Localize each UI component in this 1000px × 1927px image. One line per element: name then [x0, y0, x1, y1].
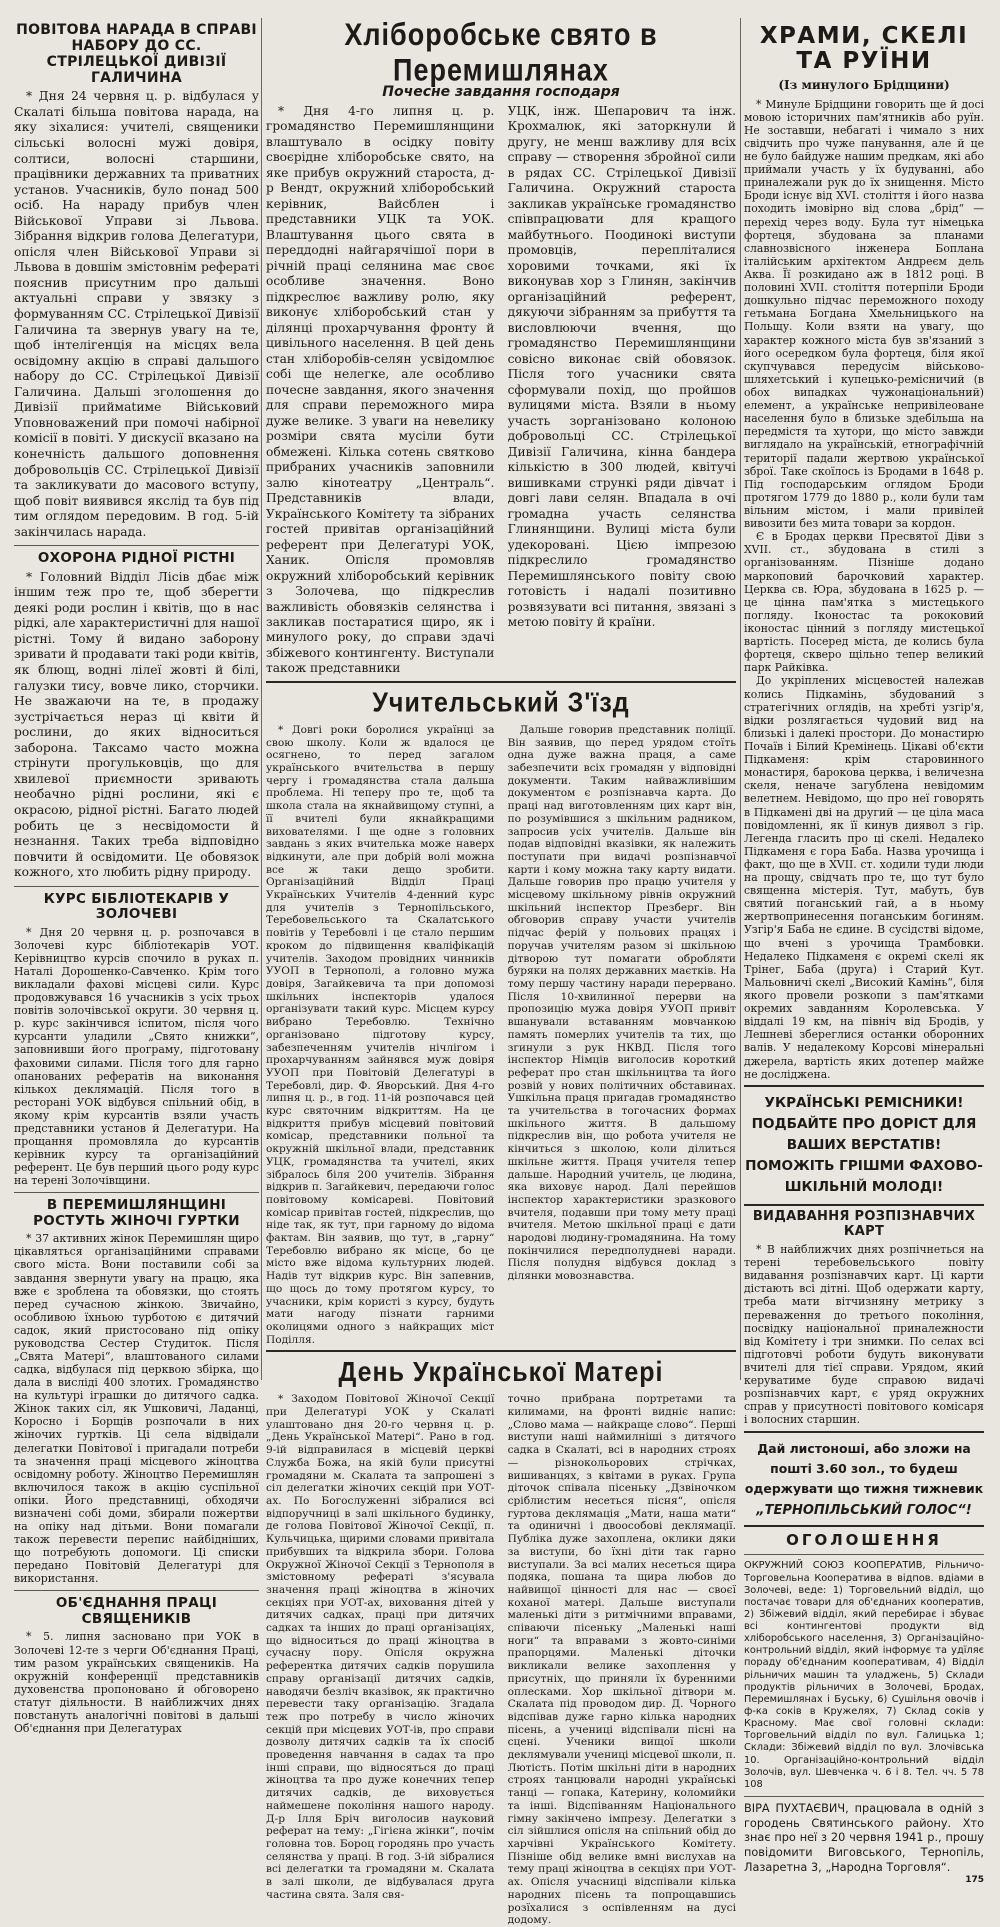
article-title-priests-union: ОБ'ЄДНАННЯ ПРАЦІ СВЯЩЕНИКІВ — [55, 1595, 218, 1627]
article-text-teachers-right: Дальше говорив представник поліції. Він заявив, що перед урядом стоїть одна дуже важна праця, а саме забезпечити всіх громадян у відповідні документи. Таким найважливішим документом є розпізнавча карта. До праці над виготовленням цих карт він, по розумівшися з шкільним радником, запросив усіх учителів. Дальше він подав відповідні вказівки, як належить поступати при видачі розпізнавчої карти і кому можна таку карту видати. Дальше говорив про працю учителя у місцевому шкільному рівнів окружний шкільний інспектор Презберг. Він обговорив справу участи учителів підчас ферій у польових працях і поручав учителям разом зі шкільною дітворою тут помагати обробляти буряки на полях державних маєтків. На тому першу частину наради перервано. Після 10-хвилинної перерви на пропозицію мужа довіря УУОП привіт вшанували вставанням мовчанкою память померлих учителів та тих, що згинули з рук НКВД. Після того інспектор Німців виголосив короткий реферат про стан шкільництва та його розвій у нових політичних обставинах. Ушкільна праця пригадав громадянство та учительства в тогочасних формах шкільного життя. В дальшому підкреслив він, що робота учителя не кінчиться з школою, коли ділиться шкільне життя. Праця учителя тепер дальше. Народний учитель, це людина, яка виховує народ. Далі перейшов інспектор характеристики зразкового вчителя, подавши при тому мету праці вчителя. Метою шкільної праці є дати народові людину-громадянина. На тому покінчилися передполудневі наради. Після полудня відбувся доклад з ділянки мовознавства. — [507, 723, 736, 1283]
article-text-harvest-right: УЦК, інж. Шепарович та інж. Крохмалюк, які заторкнули й другу, не менш важливу для всіх справу — створення збройної сили в рядах СС. Стрілецької Дивізії Галичина. Окружний староста закликав українське громадянство співпрацювати для кращого майбутнього. Поодинокі виступи промовців, перепліталися хоровими точками, які їх виконував хор з Глинян, закінчив організаційний референт, дякуючи зібранням за прибуття та висловлюючи вчення, що громадянство Перемишлянщини совісно виконає свій обовязок. Після того учасники свята сформували похід, що пройшов вулицями міста. Взяли в ньому участь зорганізовано колоною добровольці СС. Стрілецької Дивізії Галичина, кінна бандера кількістю в 300 людей, квітучі вишивками стрункі ряди дівчат і довгі лави селян. Впадала в очі громадна участь селянства Глинянщини. Вулиці міста були удекоровані. Цією імпрезою підкреслило громадянство Перемишлянського повіту свою готовість і надалі позитивно розвязувати всі питання, звязані з метою повіту й країни. — [507, 104, 736, 629]
article-text-recruitment-meeting: * Дня 24 червня ц. р. відбулася у Скалаті більша повітова нарада, на яку зіхалися: учителі, священики сільські волосні мужі довіря, солтиси, волосні старшини, працівники державних та приватних установ. Учасників, було понад 500 осіб. На нараду прибув член Військової Управи зі Львова. Зібрання відкрив голова Делегатури, опісля член Військової Управи зі Львова в довшім змістовнім рефераті пояснив присутним про дальші актуальні справи у звязку з формуванням СС. Стрілецької Дивізії Галичина та звернув увагу на те, щоб інтелігенція на місцях вела освідомну акцію в справі дальшого набору до СС. Стрілецької Дивізії Галичина. Дальші зголошення до Дивізії приймаtиме Військовий Уповноважений при помочі набірної комісії в повіті. У дискусії вказано на конечність дальшого доповнення добровольців СС. Стрілецької Дивізії та закликувати до масового вступу, щоб повіт виявився якслід та був під тим оглядом передовим. В год. 5-ій закінчилась нарада. — [14, 89, 259, 539]
article-text-brody-2: Є в Бродах церкви Пресвятої Діви з XVII. ст., збудована в стилі з організованням. Пізніше додано маркоповий барочковий характер. Церква св. Юра, збудована в 1625 р. — це цінна пам'ятка з мистецького погляду. Іконостас та рококовий іконостас цінний з погляду мистецької вартість. Посеред міста, де колись була фортеця, скверо щільно тепер великий парк Райківка. — [744, 530, 984, 675]
column-right — [744, 20, 984, 1885]
article-text-mothers-right: точно прибрана портретами та килимами, на фронті видніє напис: „Слово мама — найкраще слово“. Перші виступи наші наймилніші з дитячого садка в Скалаті, всі в народних строях — різнокольорових стрічках, вишиванцях, з квітами в руках. Група діточок співала пісеньку „Дзвіночком сріблистим несеться пісня“, опісля гуртова деклямація „Мати, наша мати“ та одиничні і двоособові деклямації. Публіка дуже захоплена, оклики дяки за виступи, бо їхні діти так гарно виступали. За всі малих несеться щира подяка, пошана та щира любов до найвищої цінності для нас — своєї коханої матері. Дальше виступали маленькі діти з ритмічними вправами, співаючи пісеньку „Маленькі наші ноги“ та вправами з жовто-синіми прапорцями. Маленькі діточки викликали велике захоплення у присутніх, що приняли їх буренними оплесками. Хор шкільної дітвори м. Скалата під проводом дир. Д. Чорного відспівав дуже гарно кілька народних пісень, а учениці відспівали пісні на сцені. Ученики вищої школи деклямували учениці місцевої школи, п. Лютість. Потім шкільні діти в народних строях танцювали народні українські танці — гопака, Катерину, коломийки та інші. Відспіванням Національного гімну закінчено імпрезу. Делегатки з сіл зійшлися опісля на спільний обід до харчівні Українського Комітету. Пізніше обід велике вмні вислухав на тему праці жіноцтва в секціях при УОТ-ах. Опісля учасниці відспівали кілька народних пісень та попрощавшись розїхалися з оспівленням на дусі додому. — [507, 1393, 736, 1927]
subscription-promo-text: Дай листоноші, або зложи на пошті 3.60 зол., то будеш одержувати що тижня тижневик — [744, 1440, 984, 1497]
ads-heading: ОГОЛОШЕННЯ — [786, 1531, 942, 1550]
banner-craftsmen-appeal: УКРАЇНСЬКІ РЕМІСНИКИ! ПОДБАЙТЕ ПРО ДОРІСТ ДЛЯ ВАШИХ ВЕРСТАТІВ! ПОМОЖІТЬ ГРІШМИ ФАХОВО-ШКІЛЬНІЙ МОЛОДІ! — [745, 1094, 983, 1196]
column-rule — [261, 18, 262, 1380]
divider — [14, 1590, 259, 1591]
article-title-id-cards: ВИДАВАННЯ РОЗПІЗНАВЧИХ КАРТ — [752, 1209, 976, 1240]
subheadline-harvest-festival: Почесне завдання господаря — [382, 84, 620, 100]
divider — [14, 1192, 259, 1193]
divider — [266, 681, 736, 683]
article-title-recruitment-meeting: ПОВІТОВА НАРАДА В СПРАВІ НАБОРУ ДО СС. СТРІЛЕЦЬКОЇ ДИВІЗІЇ ГАЛИЧИНА — [16, 22, 257, 87]
article-title-women-groups: В ПЕРЕМИШЛЯНЩИНІ РОСТУТЬ ЖІНОЧІ ГУРТКИ — [33, 1197, 240, 1229]
subheadline-brody-history: (Із минулого Брідщини) — [778, 77, 950, 92]
article-text-brody-3: До укріплених місцевостей належав колись Підкамінь, збудований з стратегічних оглядів, на хребті узгір'я, відки розлягається чудовий вид на близькі і далекі простори. До монастирю Почаїв і Білий Кремінець. Цікаві об'єкти Підкаменя: крім старовинного монастиря, барокова церква, і величезна скеля, неначе загублена невідомим велетнем. Невідомо, що про неї говорять в Підкамені дві на другий — це ціла маса повідомленні, як її кинув диявол з гір. Легенда гласить про ці скелі. Недалеко Підкаменя є гора Баба. Назва урочища і факт, що ще в XVII. ст. ходили туди люди на прощу, свідчать про те, що тут було священна містерія. Тут, мабуть, був святий поганський гай, а в ньому жертвопринесення поганським богиням. Узгір'я Баба не єдине. В сусідстві відоме, що вчені з урочища Трамбовки. Недалеко Підкаменя є окремі скелі як Трінег, Баба (друга) і Старий Кут. Мальовничі скелі „Високий Камінь“, біля якого провели розкопи з пам'ятками окремих завданням Королевська. У віддалі 19 км, на північ від Бродів, у Лешневі збереглися останки оборонних валів. У недалекому Корсові мінеральні джерела, вартість яких дотепер майже не досліджена. — [744, 674, 984, 1081]
article-text-priests-union: * 5. липня засновано при УОК в Золочеві 12-те з черги Об'єднання Праці, тим разом українських священиків. На окружній конференції представників духовенства пропоновано й обговорено статут діяльности. В найближчих днях повстануть аналогічні повітові в дальші Об'єднання при Делегатурах — [14, 1630, 259, 1735]
divider — [744, 1431, 984, 1433]
article-text-teachers-left: * Довгі роки боролися українці за свою школу. Коли ж вдалося це осягнено, то перед загалом українського вчительства в першу чергу і громадянства стала дальша проблема. Ні теперу про те, щоб та школа стала на якнайвищому ступні, а її вчителі були якнайкращими вихователями. І ще одне з головних завдань з яких вчителька може наверх відкинути, але при добрій волі можна все ж таки дещо зробити. Організаційний Відділ Праці Українських Учителів 4-денний курс для учителів з Тернопільського, Теребовельського та Скалатського повітів у Теребовлі і це стало першим кроком до підвищення кваліфікацій учителів. Заходом провідних чинників УУОП в Тернополі, а головно мужа довіря, Загайкевича та при допомозі шкільних інспекторів удалося організувати такий курс. Місцем курсу вибрано Теребовлю. Технічно організовано підготову курсу, забезпеченням учителів нічлігом і прохарчуванням зайнявся муж довіря УУОП при Повітовій Делегатурі в Теребовлі, дир. Ф. Яворський. Дня 4-го липня ц. р., в год. 11-ій розпочався цей курс святочним відкриттям. На це відкриття прибув місцевий повітовий комісар, представники польної та окружній шкільної влади, представник УЦК, громадянства та учителі, яких зібралось біля 200 учителів. Зібрання відкрив п. Загайкевич, передаючи голос повітовому комісареві. Повітовий комісар привітав гостей, підкреслив, що ніде так, як тут, при гарному до відома фактам. Він заявив, що тут, в „гарну“ Теребовлю вибрано як місце, бо це місто вже відома культурних людей. Надів тут відкрив курс. Він запевнив, що щось до тому протягом курсу, то учасники, крім користі з курсу, будуть мати нагоду пізнати гарними околицями одного з найкращих міст Поділля. — [266, 723, 495, 1346]
headline-temples-rocks-ruins: ХРАМИ, СКЕЛІ ТА РУЇНИ — [759, 23, 969, 75]
article-text-librarians-course: * Дня 20 червня ц. р. розпочався в Золочеві курс бібліотекарів УОТ. Керівництво курсів спочило в руках п. Наталі Дорошенко-Савченко. Крім того викладали фахові місцеві сили. Курс продовжувався 16 учасників з усіх трьох повітів золочівської округи. 30 червня ц. р. курс закінчився іспитом, після чого курсанти уладили „Свято книжки“, заповнивши його програму, підготовану фаховими силами. Після того для гарно опанованих рефератів на виконання кількох деклямацій. Після того в ресторані УОК відбувся спільний обід, в якому крім курсантів взяли участь представники установ й Делегатури. На прощання промовляла до курсантів керівник курсу та організаційний референт. Це був перший цього роду курс на терені Золочівщини. — [14, 925, 259, 1188]
subscription-promo — [744, 1439, 984, 1522]
ad-missing-person: ВІРА ПУХТАЄВИЧ, працювала в одній з городень Святинського району. Хто знає про неї з 20 червня 1941 р., прошу повідомити Виговського, Тернопіль, Лазаретна 3, „Народна Торговля“. — [744, 1802, 984, 1874]
column-rule — [740, 18, 741, 1380]
page-number: 175 — [965, 1875, 984, 1886]
column-left — [14, 20, 259, 1735]
article-title-librarians-course: КУРС БІБЛІОТЕКАРІВ У ЗОЛОЧЕВІ — [43, 890, 230, 923]
article-text-women-groups: * 37 активних жінок Перемишлян щиро цікавляться організаційними справами свого міста. Вони поставили собі за завдання звернути увагу на працю, яка вже є зроблена та обовязки, що стоять перед сучасною жінкою. Звичайно, особливою їхньою турботою є дитячий садок, який пристосовано під опіку руководства Сестер Студиток. Після „Свята Матері“, влаштованого силами садка, відбулася під церквою збірка, що дала в висліді 400 злотих. Громадянство на культурі іграшки до дитячого садка. Жінок таких сіл, як Ушковичі, Ладанці, Коросно і Борщів розпочали в них жіночих гуртків. Ці села відвідали делегатки Повітової і пригадали потреби та значення праці місцевого жіноцтва освідомну роботу. Жіноцтво Перемишлян включилося також в акцію суспільної опіки. Його представниці, обходячи визначені собі доми, збирали пожертви на опіку над дітьми. Вони помагали також перевести перепис найбідніших, що потребують допомоги. Ці списки передано Повітовій Делегатурі для використання. — [14, 1232, 259, 1586]
divider — [14, 886, 259, 887]
headline-harvest-festival: Хліборобське свято в Перемишлянах — [344, 17, 658, 88]
column-center — [266, 17, 736, 1927]
article-title-plant-protection: ОХОРОНА РІДНОЇ РІСТНІ — [37, 550, 236, 567]
divider — [744, 1525, 984, 1527]
divider — [14, 545, 259, 546]
headline-teachers-congress: Учительський З'їзд — [372, 687, 630, 719]
article-text-mothers-left: * Заходом Повітової Жіночої Секції при Делегатурі УОК у Скалаті улаштовано дня 20-го червня ц. р. „День Української Матері“. Рано в год. 9-ій відправилася в місцевій церкві Служба Божа, на якій були присутні громадяни м. Скалата та запрошені з сіл делегатки жіночих секцій при УОТ-ах. По Богослуженні зібралися всі відпоручниці в залі шкільного будинку, де голова Повітової Жіночої Секції, п. Кульчицька, щирими словами привітала прибувших та відкрила збори. Голова Окружної Жіночої Секції з Тернополя в змістовному рефераті з'ясувала значення праці жіноцтва в жіночих секціях при УОТ-ах, виховання дітей у дитячих садках, праці при дитячих садках та інших до праці організаціях, що відноситься до праці жіноцтва в сучасну пору. Опісля окружна референтка дитячих садків порушила справу організації дитячих садків, наводячи безліч вказівок, як практично перевести таку організацію. Згадала теж про потребу в число жіночих секцій при місцевих УОТ-ів, про справи дозволу дитячих садків та їх спосіб проведення навчання в садах та про інші справи, що відносяться до праці жіноцтва та про дуже конечних тепер дитячих садків, де виховується наймешене покоління нашого народу. Д-р Ілля Бріч виголосив науковий реферат на тему: „Гігієна жінки“, почім головна тов. Бороц городянь про участь селянства у праці. В год. 3-ій зібралися всі делегатки та громадяни м. Скалата в залі школи, де відбувалася друга частина свята. Заля свя- — [266, 1393, 495, 1901]
divider — [744, 1204, 984, 1206]
article-text-plant-protection: * Головний Відділ Лісів дбає між іншим теж про те, щоб зберегти деякі роди рослин і квітів, що в нас рідкі, але характеристичні для нашої рістні. Тому й видано заборону зривати й продавати такі роди квітів, як блющ, водні лілеї жовті й білі, галузки тису, вовче лико, сторчики. Не зважаючи на те, в продажу зустрічається нераз ці квіти й рослини, до яких відноситься заборона. Таксамо часто можна стрінути прогульковців, що для хвилевої приємности зривають необачно рідні рослини, які є окрасою, рідної рістні. Багато людей робить це з несвідомости й незнання. Таких треба відповідно повчити й освідомити. Це обовязок кожного, хто любить рідну природу. — [14, 569, 259, 880]
article-body-mothers-day — [266, 1393, 736, 1927]
article-body-harvest-festival — [266, 104, 736, 677]
divider — [744, 1085, 984, 1087]
divider — [744, 1554, 984, 1555]
newspaper-name: „ТЕРНОПІЛЬСЬКИЙ ГОЛОС“! — [756, 1502, 972, 1518]
divider — [744, 1796, 984, 1797]
ad-cooperatives-union: ОКРУЖНИЙ СОЮЗ КООПЕРАТИВ, Рільничо-Торговельна Кооператива в відпов. вдіами в Золочеві, веде: 1) Торговельний відділ, що постачає товари для об'єднаних кооператив, 2) Збіжевий відділ, який перебирає і збуває всі контингентові продукти від хліборобського населення, 3) Організаційно-контрольний відділ, який інформує та удїляє пораду об'єднаним кооперативам, 4) Відділ рільничих машин та уладжень, 5) Склади продуктів рільничих в Золочеві, Бродах, Перемишлянах і Буську, 6) Сушільня овочів і ф-ка соків в Кружелях, 7) Склад соків у Красному. Має свої головні склади: Торговельний відділ по вул. Галицька 1; Склади: Збіжевий відділ по вул. Злочівська 10. Організаційно-контрольний відділ Золочів, вул. Шевченка ч. 6 і 8. Тел. чч. 5 78 108 — [744, 1560, 984, 1790]
article-text-brody-1: * Минуле Брідщини говорить ще й досі мовою історичних пам'ятників або руїн. Не зоставши, небагаті і чимало з них свідчить про чуже панування, але й це не було байдуже нашим предкам, які або приймали участь у їх будуванні, або приналежали рук до їх знищення. Місто Броди існує від XVI. століття і його назва походить імовірно від слова „брід“ — перехід через воду. Була тут німецька фортеця, збудована за планами славнозвісного інженера Боплана італійським архітектом Андреєм дель Аква. Її розкидано аж в 1812 році. В половині XVII. століття потерпіли Броди дошкульно підчас переможного походу гетьмана Богдана Хмельницького на Польщу. Коли взяти на увагу, що характер кожного міста був зв'язаний з його осередком була фортеця, біля якої скупчувався передусім військово-шляхетський і купецько-ремісничий (в обох випадках чужонаціональний) елемент, а українське непривілеоване населення було в близьке здебільша на передмістя та хутори, що місто завжди виглядало на українській, етнографічній території падали жертвою української зброї. Таке скоїлось із Бродами в 1648 р. Під господарським оглядом Броди протягом 1779 до 1880 р., коли були там вільним містом, і мали привілей вивозити без мита товари за кордон. — [744, 97, 984, 531]
article-text-harvest-left: * Дня 4-го липня ц. р. громадянство Перемишлянщини влаштувало в осідку повіту своєрідне хліборобське свято, на яке прибув окружний староста, д-р Вендт, окружний хліборобський керівник, Вайсблен і представники УЦК та УОК. Влаштування цього свята в переддодні найгарячішої пори в річній праці селянина має своє особливе значення. Воно підкреслює важливу ролю, яку виконує хліборобський стан у ділянці прохарчування фронту й цивільного населення. В цей день стан хліборобів-селян усвідомлює собі ще нелегке, але особливо почесне завдання, якого значення для справи переможного мира дуже велике. З уваги на невелику розміри свята мусіли бути обмежені. Кілька сотень святково прибраних учасників заповнили залю кінотеатру „Централь“. Представників влади, Українського Комітету та зібраних гостей привітав організаційний референт при Делегатурі УОК, Ханик. Опісля промовляв окружний хліборобський керівник з Золочева, що підкреслив важливість обовязків селянства і закликав постаратися щиро, як і минулого року, до справи здачі збіжевого контингенту. Виступали також представники — [266, 104, 495, 676]
divider — [266, 1350, 736, 1352]
article-body-teachers-congress — [266, 724, 736, 1346]
headline-mothers-day: День Української Матері — [338, 1356, 664, 1388]
article-text-id-cards: * В найближчих днях розпічнеться на терені теребовельського повіту видавання розпізнавчих карт. Ці карти дістають всі дітні. Щоб одержати карту, треба мати вітчизняну метрику з переваження до третього покоління, посвідку національної приналежности від Комітету і три знимки. По селах всі підготовчі роботи будуть виконувати вчителі для тієї справи. Урядом, який керуватиме буде справою видачі розпізнавчих карт, є уряд окружних справ у присутності повітового комісаря і волосних старшин. — [744, 1242, 984, 1427]
